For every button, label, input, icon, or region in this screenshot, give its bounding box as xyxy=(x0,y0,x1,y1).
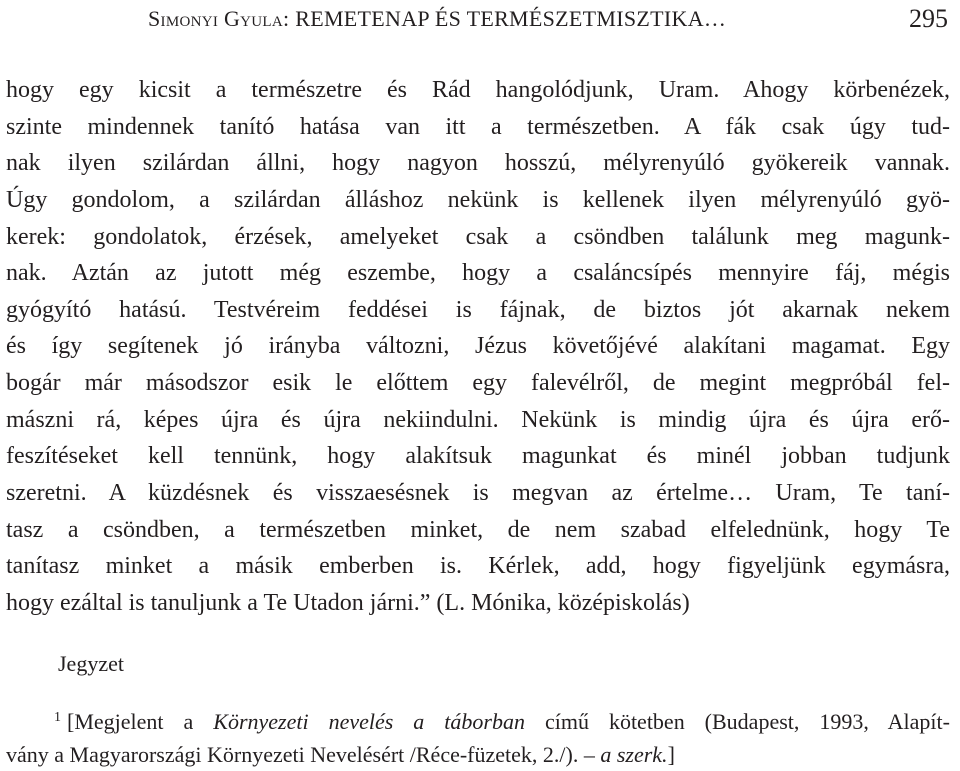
running-head-title xyxy=(148,2,726,36)
footnote-book-title: Környezeti nevelés a táborban xyxy=(213,709,525,734)
running-head-author: Simonyi Gyula: xyxy=(148,6,290,31)
text-line: Úgy gondolom, a szilárdan álláshoz nekünk is kellenek ilyen mélyrenyúló gyö- xyxy=(6,186,950,213)
page-number: 295 xyxy=(909,4,948,33)
text-line: nak ilyen szilárdan állni, hogy nagyon hosszú, mélyrenyúló gyökereik vannak. xyxy=(6,150,950,177)
text-line: szeretni. A küzdésnek és visszaesésnek is megvan az értelme… Uram, Te taní- xyxy=(6,480,950,507)
text-line: gyógyító hatású. Testvéreim feddései is fájnak, de biztos jót akarnak nekem xyxy=(6,296,950,323)
text-line: szinte mindennek tanító hatása van itt a természetben. A fák csak úgy tud- xyxy=(6,113,950,140)
footnote-text: című kötetben (Budapest, 1993, Alapít- xyxy=(524,709,950,734)
running-head xyxy=(148,2,948,36)
text-line: nak. Aztán az jutott még eszembe, hogy a csaláncsípés mennyire fáj, mégis xyxy=(6,260,950,287)
text-line: feszítéseket kell tennünk, hogy alakítsuk magunkat és minél jobban tudjunk xyxy=(6,443,950,470)
text-line: hogy egy kicsit a természetre és Rád hangolódjunk, Uram. Ahogy körbenézek, xyxy=(6,77,950,103)
running-head-chapter: REMETENAP ÉS TERMÉSZETMISZTIKA… xyxy=(295,6,727,31)
text-line: tasz a csöndben, a természetben minket, de nem szabad elfelednünk, hogy Te xyxy=(6,516,950,543)
text-line: és így segítenek jó irányba változni, Jézus követőjévé alakítani magamat. Egy xyxy=(6,333,950,360)
text-line: kerek: gondolatok, érzések, amelyeket csak a csöndben találunk meg magunk- xyxy=(6,223,950,250)
text-line: bogár már másodszor esik le előttem egy falevélről, de megint megpróbál fel- xyxy=(6,370,950,397)
footnote-line: 1 [Megjelent a Környezeti nevelés a táborban című kötetben (Budapest, 1993, Alapít- xyxy=(54,709,950,734)
footnote xyxy=(6,705,950,771)
text-line: tanítasz minket a másik emberben is. Kérlek, add, hogy figyeljünk egymásra, xyxy=(6,553,950,580)
text-line: mászni rá, képes újra és újra nekiindulni. Nekünk is mindig újra és újra erő- xyxy=(6,406,950,433)
footnote-line xyxy=(6,738,950,771)
footnote-text: ] xyxy=(667,742,675,767)
body-text xyxy=(6,72,950,622)
text-line: hogy ezáltal is tanuljunk a Te Utadon járni.” (L. Mónika, középiskolás) xyxy=(6,589,690,616)
footnote-text: [Megjelent a xyxy=(67,709,214,734)
footnote-editor-note: a szerk. xyxy=(600,742,668,767)
notes-heading: Jegyzet xyxy=(58,651,124,676)
footnote-text: vány a Magyarországi Környezeti Nevelésért /Réce-füzetek, 2./). – xyxy=(6,742,601,767)
